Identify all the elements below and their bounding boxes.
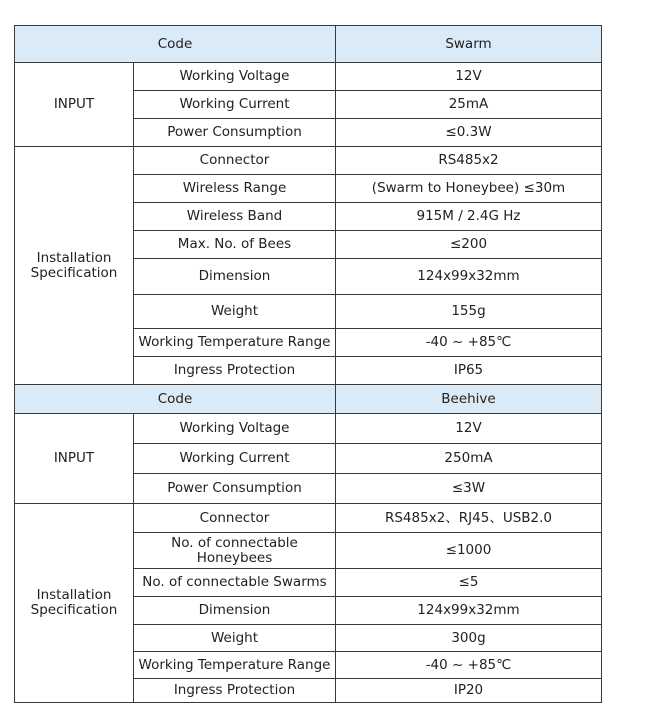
value-cell: 155g	[336, 295, 602, 329]
value-cell: ≤3W	[336, 474, 602, 504]
param-cell: Dimension	[134, 259, 336, 295]
param-cell: Working Voltage	[134, 63, 336, 91]
value-cell: ≤5	[336, 569, 602, 597]
param-cell: Working Current	[134, 444, 336, 474]
param-cell: Ingress Protection	[134, 679, 336, 703]
spec-table	[14, 25, 602, 703]
value-cell: 12V	[336, 414, 602, 444]
param-cell: Working Voltage	[134, 414, 336, 444]
param-cell: Wireless Range	[134, 175, 336, 203]
param-cell: Dimension	[134, 597, 336, 625]
table-row	[15, 385, 602, 414]
param-cell: No. of connectable Swarms	[134, 569, 336, 597]
value-cell: -40 ~ +85℃	[336, 652, 602, 679]
param-cell: Power Consumption	[134, 474, 336, 504]
param-cell: Connector	[134, 147, 336, 175]
swarm-code-value: Swarm	[336, 26, 602, 63]
beehive-code-value: Beehive	[336, 385, 602, 414]
table-row	[15, 63, 602, 91]
value-cell: IP20	[336, 679, 602, 703]
value-cell: -40 ~ +85℃	[336, 329, 602, 357]
param-cell: Working Temperature Range	[134, 652, 336, 679]
swarm-code-label: Code	[15, 26, 336, 63]
param-cell: Max. No. of Bees	[134, 231, 336, 259]
param-cell: No. of connectable Honeybees	[134, 533, 336, 569]
table-row	[15, 147, 602, 175]
value-cell: 124x99x32mm	[336, 597, 602, 625]
beehive-install-label: Installation Specification	[15, 504, 134, 703]
param-cell: Weight	[134, 625, 336, 652]
value-cell: ≤0.3W	[336, 119, 602, 147]
beehive-code-label: Code	[15, 385, 336, 414]
param-cell: Wireless Band	[134, 203, 336, 231]
param-cell: Working Temperature Range	[134, 329, 336, 357]
swarm-install-label: Installation Specification	[15, 147, 134, 385]
value-cell: 250mA	[336, 444, 602, 474]
value-cell: RS485x2、RJ45、USB2.0	[336, 504, 602, 533]
value-cell: IP65	[336, 357, 602, 385]
value-cell: ≤1000	[336, 533, 602, 569]
table-row	[15, 504, 602, 533]
param-cell: Working Current	[134, 91, 336, 119]
value-cell: 25mA	[336, 91, 602, 119]
value-cell: ≤200	[336, 231, 602, 259]
swarm-input-label: INPUT	[15, 63, 134, 147]
value-cell: 124x99x32mm	[336, 259, 602, 295]
table-row	[15, 414, 602, 444]
table-row	[15, 26, 602, 63]
value-cell: RS485x2	[336, 147, 602, 175]
beehive-input-label: INPUT	[15, 414, 134, 504]
param-cell: Ingress Protection	[134, 357, 336, 385]
param-cell: Weight	[134, 295, 336, 329]
param-cell: Power Consumption	[134, 119, 336, 147]
value-cell: (Swarm to Honeybee) ≤30m	[336, 175, 602, 203]
value-cell: 12V	[336, 63, 602, 91]
param-cell: Connector	[134, 504, 336, 533]
value-cell: 300g	[336, 625, 602, 652]
value-cell: 915M / 2.4G Hz	[336, 203, 602, 231]
